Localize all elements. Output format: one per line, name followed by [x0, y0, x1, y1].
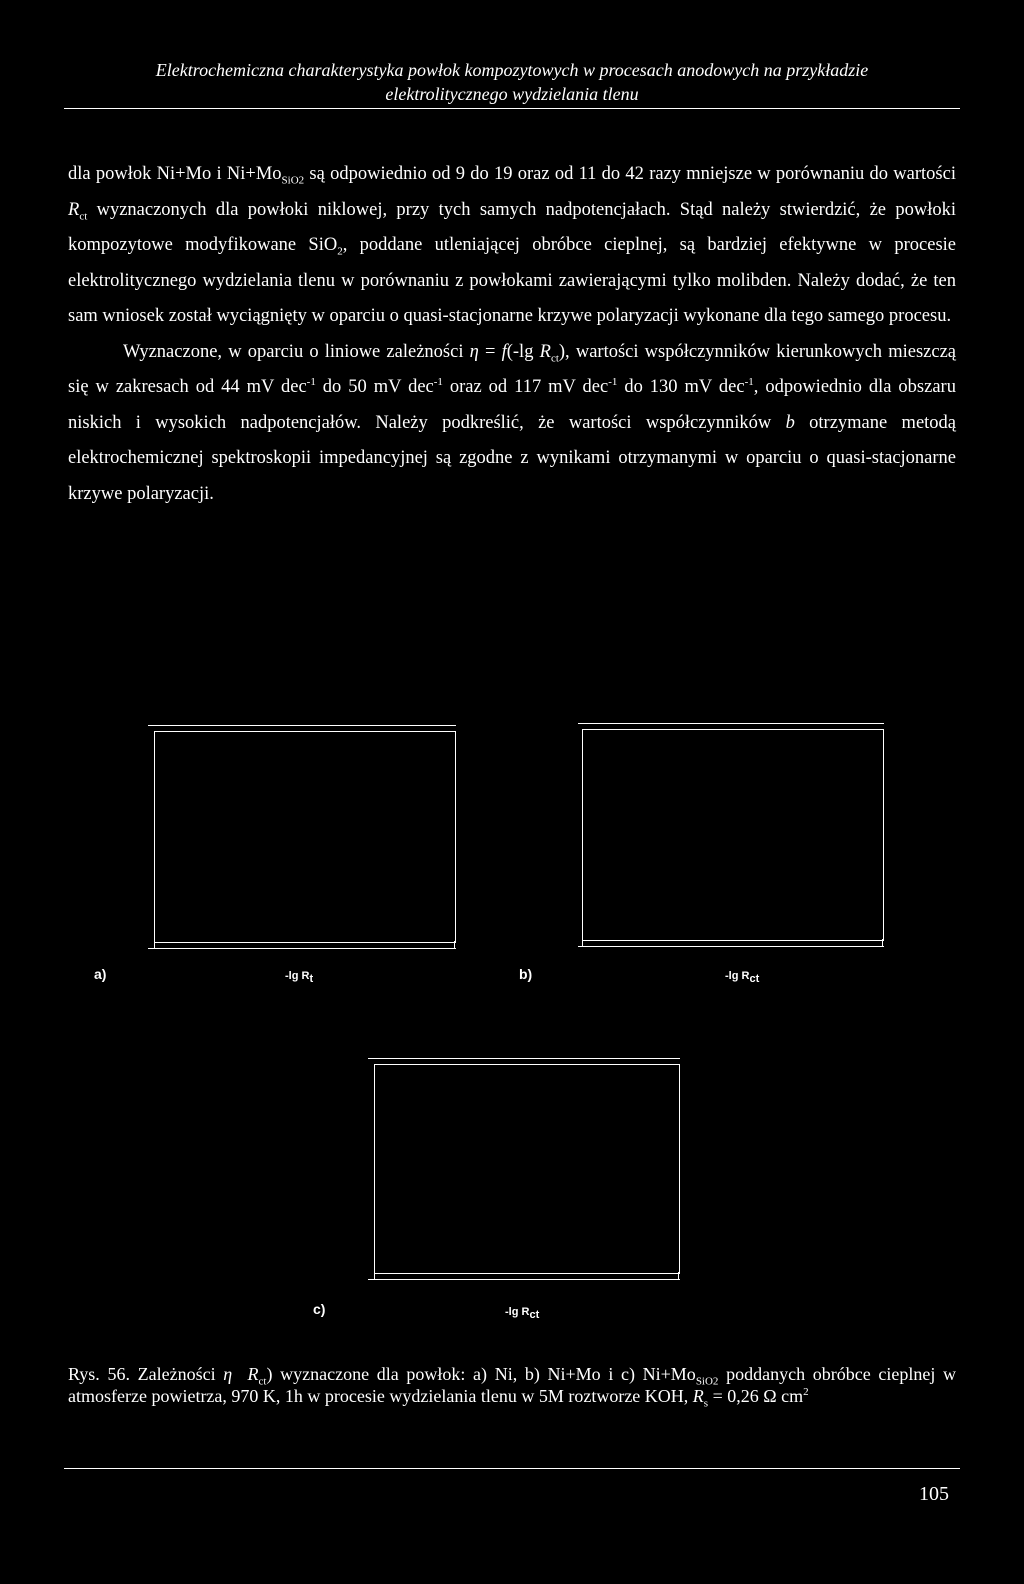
text: ), wartości współczynników kierunkowych mieszczą się w zakresach od 44 mV dec: [68, 341, 957, 397]
x-label-subscript: t: [309, 973, 314, 986]
running-title-line1: Elektrochemiczna charakterystyka powłok kompozytowych w procesach anodowych na przykładzie: [155, 60, 869, 80]
panel-a-x-label: [285, 970, 314, 986]
variable: b: [785, 412, 795, 433]
subscript: s: [703, 1397, 709, 1410]
header-rule: [64, 108, 960, 109]
paragraph-2: [68, 335, 956, 513]
x-label-text: -lg R: [725, 970, 750, 982]
text: do 50 mV dec: [315, 377, 434, 397]
superscript: -1: [744, 375, 754, 388]
panel-a-letter: a): [94, 966, 107, 982]
footer-rule: [64, 1468, 960, 1469]
page-number: 105: [919, 1483, 949, 1505]
x-label-text: -lg R: [505, 1306, 530, 1318]
panel-c-plot-area: [374, 1064, 680, 1274]
variable: η: [469, 341, 479, 362]
subscript: SiO2: [695, 1375, 719, 1388]
text: , poddane utleniającej obróbce cieplnej, są bardziej efektywne w procesie elektrolitycznego wydzielania tlenu w porównaniu z powłokami zawierającymi tylko molibden. Należy dodać, że ten sam wniosek został wyciągnięty w oparciu o quasi-stacjonarne krzywe polaryzacji wykonane dla tego samego procesu.: [68, 235, 956, 326]
panel-a-plot-area: [154, 731, 456, 943]
panel-b-plot-area: [582, 729, 884, 941]
variable: η: [223, 1364, 233, 1384]
text: = 0,26 Ω cm: [708, 1386, 804, 1406]
text: poddanych obróbce cieplnej w atmosferze powietrza, 970 K, 1h w procesie wydzielania tlenu w 5M roztworze KOH,: [68, 1364, 957, 1406]
variable: R: [68, 199, 80, 220]
text: Rys. 56. Zależności: [68, 1364, 224, 1384]
panel-b-top-line: [578, 723, 884, 724]
superscript: -1: [306, 375, 316, 388]
variable: R: [247, 1364, 259, 1384]
superscript: -1: [433, 375, 443, 388]
text: [232, 1364, 247, 1384]
panel-c-bottom-line: [368, 1279, 680, 1280]
variable: f: [501, 341, 507, 362]
paragraph-1: [68, 157, 956, 335]
panel-b-bottom-line: [578, 946, 884, 947]
body-text: [68, 157, 956, 512]
panel-c-letter: c): [313, 1301, 326, 1317]
text: (-lg: [506, 341, 540, 362]
text: oraz od 117 mV dec: [442, 377, 609, 397]
x-label-text: -lg R: [285, 970, 310, 982]
text: wyznaczonych dla powłoki niklowej, przy tych samych nadpotencjałach. Stąd należy stwierdzić, że powłoki kompozytowe modyfikowane SiO: [68, 199, 956, 255]
panel-b-x-label: [725, 970, 760, 986]
text: ) wyznaczone dla powłok: a) Ni, b) Ni+Mo i c) Ni+Mo: [266, 1364, 696, 1384]
figure-caption: [68, 1363, 957, 1410]
subscript: ct: [258, 1375, 267, 1388]
panel-a-top-line: [148, 725, 456, 726]
subscript: 2: [337, 245, 343, 258]
panel-a-bottom-line: [148, 948, 456, 949]
panel-c-x-label: [505, 1306, 540, 1322]
subscript: SiO2: [281, 174, 305, 187]
variable: R: [539, 341, 551, 362]
subscript: ct: [550, 352, 559, 365]
x-label-subscript: ct: [529, 1309, 540, 1322]
text: =: [478, 341, 502, 362]
running-head: [60, 58, 964, 106]
text: dla powłok Ni+Mo i Ni+Mo: [68, 164, 282, 184]
panel-b-letter: b): [519, 966, 533, 982]
x-label-subscript: ct: [749, 973, 760, 986]
superscript: 2: [803, 1386, 809, 1398]
text: , odpowiednio dla obszaru niskich i wysokich nadpotencjałów. Należy podkreślić, że wartości współczynników: [68, 377, 956, 433]
text: do 130 mV dec: [617, 377, 745, 397]
text: są odpowiednio od 9 do 19 oraz od 11 do 42 razy mniejsze w porównaniu do wartości: [304, 164, 956, 184]
text: otrzymane metodą elektrochemicznej spektroskopii impedancyjnej są zgodne z wynikami otrzymanymi w oparciu o quasi-stacjonarne krzywe polaryzacji.: [68, 412, 957, 504]
text: Wyznaczone, w oparciu o liniowe zależności: [123, 341, 470, 362]
running-title-line2: elektrolitycznego wydzielania tlenu: [385, 84, 639, 104]
panel-c-top-line: [368, 1058, 680, 1059]
superscript: -1: [608, 375, 618, 388]
variable: R: [692, 1386, 704, 1406]
subscript: ct: [79, 210, 88, 223]
